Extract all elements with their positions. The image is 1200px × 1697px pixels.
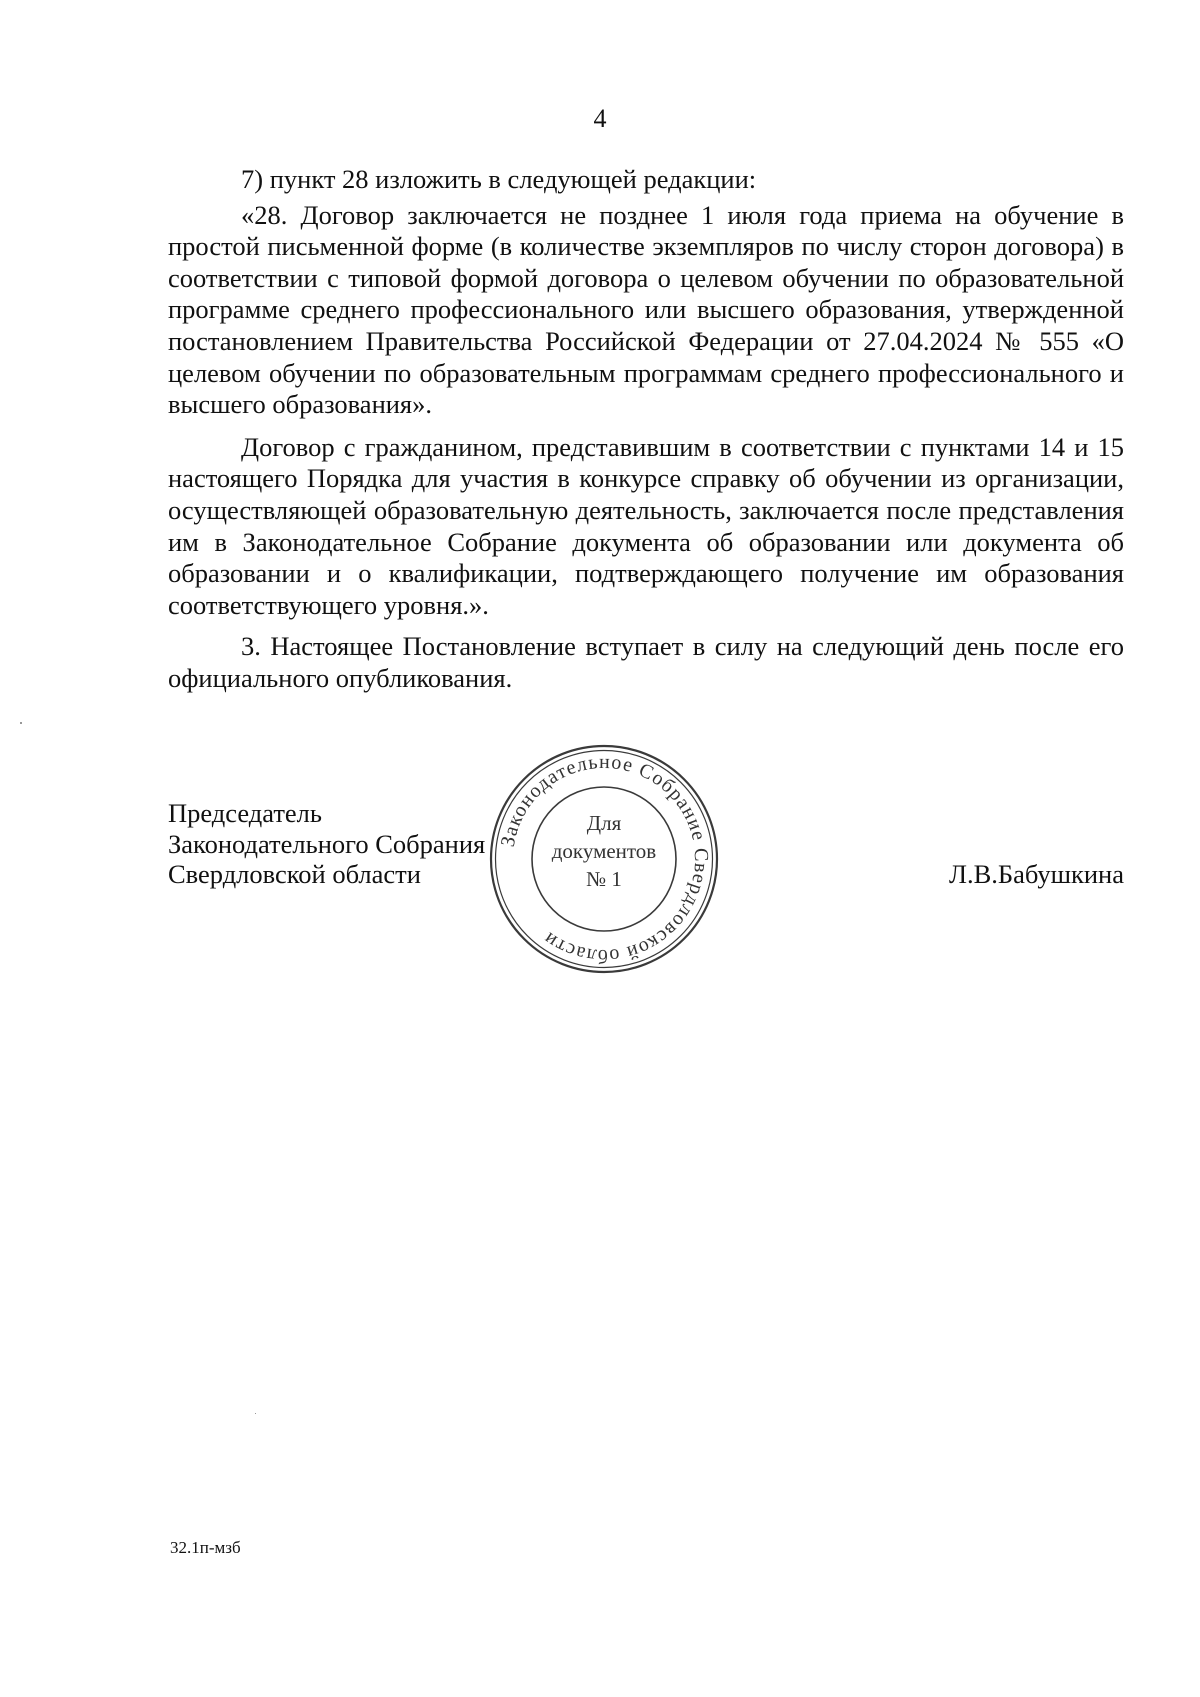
paragraph-contract: Договор с гражданином, представившим в соответствии с пунктами 14 и 15 настоящего Порядка для участия в конкурсе справку об обучении из организации, осуществляющей образовательную деятельность, заключается после представления им в Законодательное Собрание документа об образовании или документа об образовании и о квалификации, подтверждающего получение им образования соответствующего уровня.». [168,431,1124,620]
item-7-text: 7) пункт 28 изложить в следующей редакции: [241,164,757,194]
official-seal [486,741,722,977]
seal-center-line-3: № 1 [586,867,622,891]
signatory-title-line-1: Председатель [168,798,322,828]
scan-speck [20,722,22,724]
scan-speck [255,1413,256,1414]
document-code: 32.1п-мзб [170,1538,241,1557]
seal-center-line-1: Для [586,811,622,835]
page-number: 4 [593,104,607,133]
paragraph-28: «28. Договор заключается не позднее 1 июля года приема на обучение в простой письменной форме (в количестве экземпляров по числу сторон договора) в соответствии с типовой формой договора о целевом обучении по образовательной программе среднего профессионального или высшего образования, утвержденной постановлением Правительства Российской Федерации от 27.04.2024 № 555 «О целевом обучении по образовательным программам среднего профессионального и высшего образования». [168,199,1124,420]
signatory-title-line-3: Свердловской области [168,859,421,889]
signatory-name: Л.В.Бабушкина [948,859,1124,889]
document-body [168,164,1124,695]
seal-ring-text: Законодательное Собрание Свердловской области [496,750,713,968]
signatory-title [168,798,485,890]
paragraph-3: 3. Настоящее Постановление вступает в силу на следующий день после его официального опубликования. [168,631,1124,693]
signatory-title-line-2: Законодательного Собрания [168,828,486,859]
seal-center-line-2: документов [551,839,657,863]
